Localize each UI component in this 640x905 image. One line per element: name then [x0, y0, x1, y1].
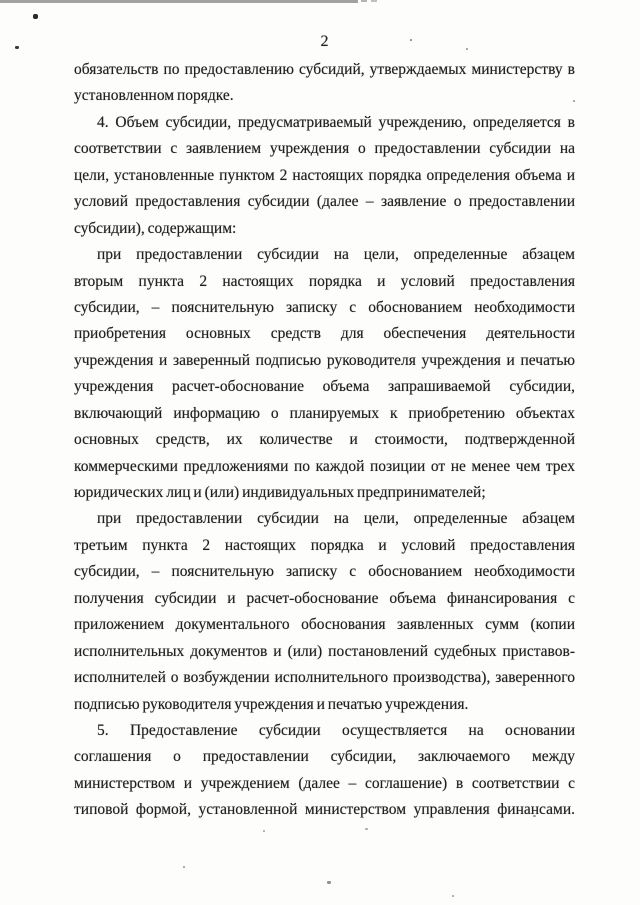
text-line: субсидии, – пояснительную записку с обоснованием необходимости — [74, 298, 575, 316]
text-line: основных средств, их количестве и стоимости, подтвержденной — [74, 431, 575, 449]
text-line: вторым пункта 2 настоящих порядка и условий предоставления — [74, 272, 575, 290]
text-line: приобретения основных средств для обеспечения деятельности — [74, 325, 575, 343]
text-line: установленном порядке. — [74, 87, 234, 105]
scan-speck — [365, 828, 368, 830]
text-line: коммерческими предложениями по каждой позиции от не менее чем трех — [74, 457, 575, 475]
text-line: исполнительных документов и (или) постановлений судебных приставов- — [74, 642, 575, 660]
text-line: субсидии), содержащим: — [74, 219, 237, 237]
text-line: соглашения о предоставлении субсидии, заключаемого между — [74, 748, 575, 766]
text-line: учреждения расчет-обоснование объема запрашиваемой субсидии, — [74, 378, 575, 396]
scan-artifact-dash — [361, 0, 367, 2]
text-line: учреждения и заверенный подписью руководителя учреждения и печатью — [74, 351, 575, 369]
text-line: министерством и учреждением (далее – соглашение) в соответствии с — [74, 774, 575, 792]
scan-artifact-top-bar — [0, 0, 358, 3]
text-line: включающий информацию о планируемых к приобретению объектах — [74, 404, 575, 422]
text-line: при предоставлении субсидии на цели, определенные абзацем — [97, 510, 575, 528]
scan-speck — [263, 830, 265, 832]
scan-speck — [15, 46, 19, 49]
page-number: 2 — [320, 33, 329, 50]
text-line: исполнителей о возбуждении исполнительного производства), заверенного — [74, 669, 575, 687]
text-line: юридических лиц и (или) индивидуальных предпринимателей; — [74, 484, 486, 501]
scan-speck — [183, 866, 185, 868]
text-line-clause-5: 5. Предоставление субсидии осуществляется на основании — [97, 721, 575, 739]
text-line: обязательств по предоставлению субсидий, утверждаемых министерству в — [74, 61, 575, 78]
scan-speck — [327, 881, 331, 884]
scan-speck — [33, 14, 38, 19]
text-line: субсидии, – пояснительную записку с обоснованием необходимости — [74, 563, 575, 581]
text-line: третьим пункта 2 настоящих порядка и условий предоставления — [74, 536, 575, 554]
text-line: подписью руководителя учреждения и печатью учреждения. — [74, 695, 469, 713]
text-line: условий предоставления субсидии (далее – заявление о предоставлении — [74, 193, 575, 211]
text-line: цели, установленные пунктом 2 настоящих порядка определения объема и — [74, 166, 575, 184]
scan-speck — [452, 895, 454, 897]
scan-artifact-dash — [371, 0, 377, 2]
text-line-clause-4: 4. Объем субсидии, предусматриваемый учреждению, определяется в — [97, 113, 575, 131]
text-line: соответствии с заявлением учреждения о предоставлении субсидии на — [74, 140, 575, 158]
text-line: типовой формой, установленной министерством управления финансами. — [74, 801, 575, 819]
document-body — [74, 57, 575, 824]
text-line: получения субсидии и расчет-обоснование объема финансирования с — [74, 589, 575, 607]
text-line: приложением документального обоснования заявленных сумм (копии — [74, 616, 575, 634]
text-line: при предоставлении субсидии на цели, определенные абзацем — [97, 246, 575, 264]
